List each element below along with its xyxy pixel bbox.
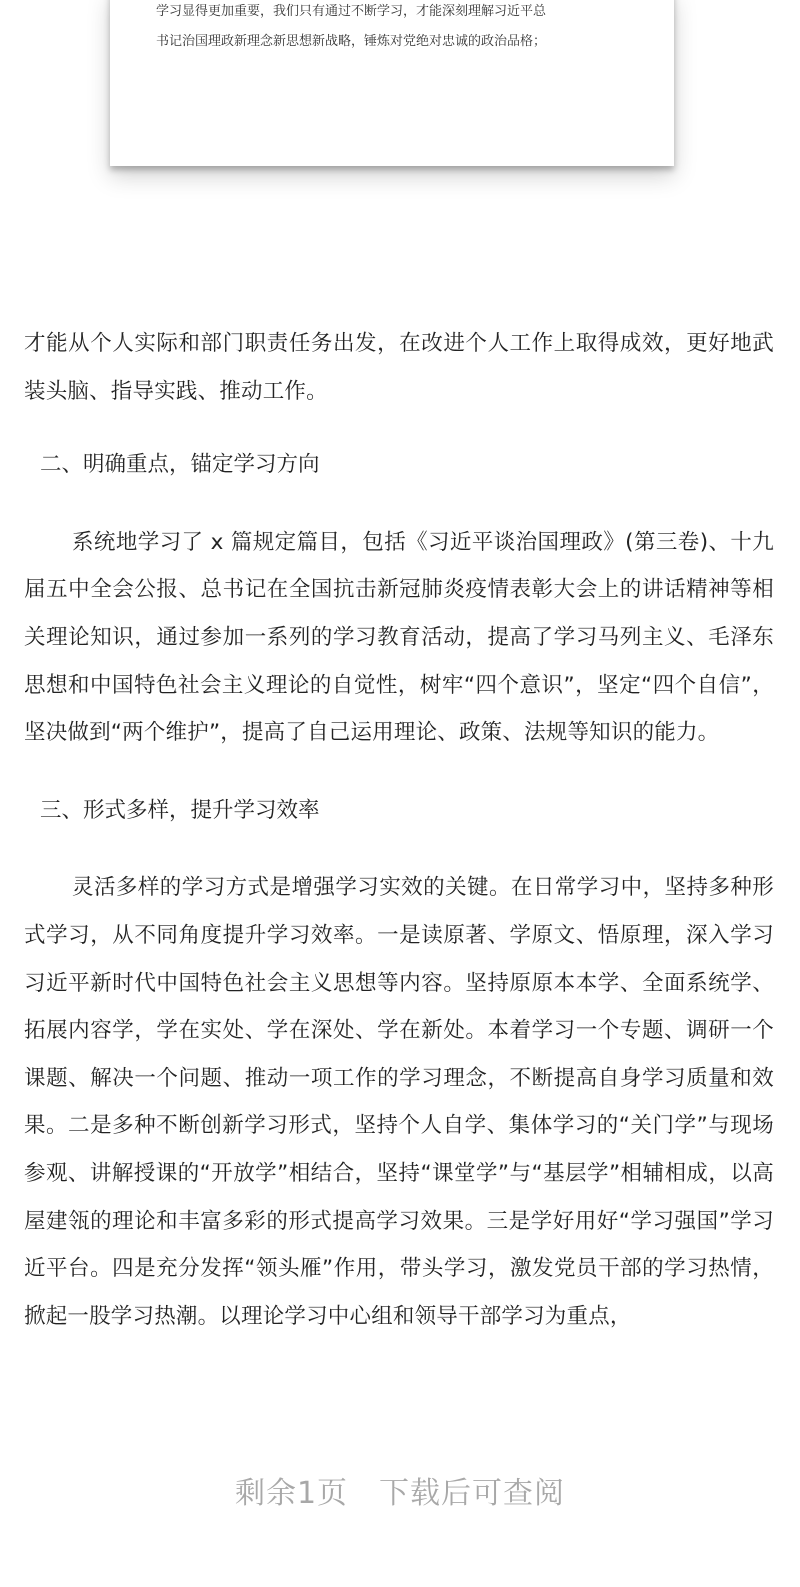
card-line-2: 书记治国理政新理念新思想新战略，锤炼对党绝对忠诚的政治品格；	[156, 34, 547, 49]
intro-paragraph: 才能从个人实际和部门职责任务出发，在改进个人工作上取得成效，更好地武装头脑、指导实践、推动工作。	[24, 331, 774, 404]
document-body	[24, 320, 774, 1370]
preview-card	[110, 0, 674, 166]
remaining-pages-notice[interactable]: 剩余1页 下载后可查阅	[234, 1476, 566, 1511]
section-paragraph-3: 灵活多样的学习方式是增强学习实效的关键。在日常学习中，坚持多种形式学习，从不同角度提升学习效率。一是读原著、学原文、悟原理，深入学习习近平新时代中国特色社会主义思想等内容。坚持原原本本学、全面系统学、拓展内容学，学在实处、学在深处、学在新处。本着学习一个专题、调研一个课题、解决一个问题、推动一项工作的学习理念，不断提高自身学习质量和效果。二是多种不断创新学习形式，坚持个人自学、集体学习的“关门学”与现场参观、讲解授课的“开放学”相结合，坚持“课堂学”与“基层学”相辅相成，以高屋建瓴的理论和丰富多彩的形式提高学习效果。三是学好用好“学习强国”学习近平台。四是充分发挥“领头雁”作用，带头学习，激发党员干部的学习热情，掀起一股学习热潮。以理论学习中心组和领导干部学习为重点，	[24, 875, 774, 1329]
section-heading-2: 二、明确重点，锚定学习方向	[40, 452, 320, 478]
section-paragraph-2: 系统地学习了 x 篇规定篇目，包括《习近平谈治国理政》(第三卷)、十九届五中全会公报、总书记在全国抗击新冠肺炎疫情表彰大会上的讲话精神等相关理论知识，通过参加一系列的学习教育活动，提高了学习马列主义、毛泽东思想和中国特色社会主义理论的自觉性，树牢“四个意识”，坚定“四个自信”，坚决做到“两个维护”，提高了自己运用理论、政策、法规等知识的能力。	[24, 529, 774, 746]
section-heading-3: 三、形式多样，提升学习效率	[40, 797, 320, 823]
card-line-1: 学习显得更加重要，我们只有通过不断学习，才能深刻理解习近平总	[156, 4, 547, 19]
